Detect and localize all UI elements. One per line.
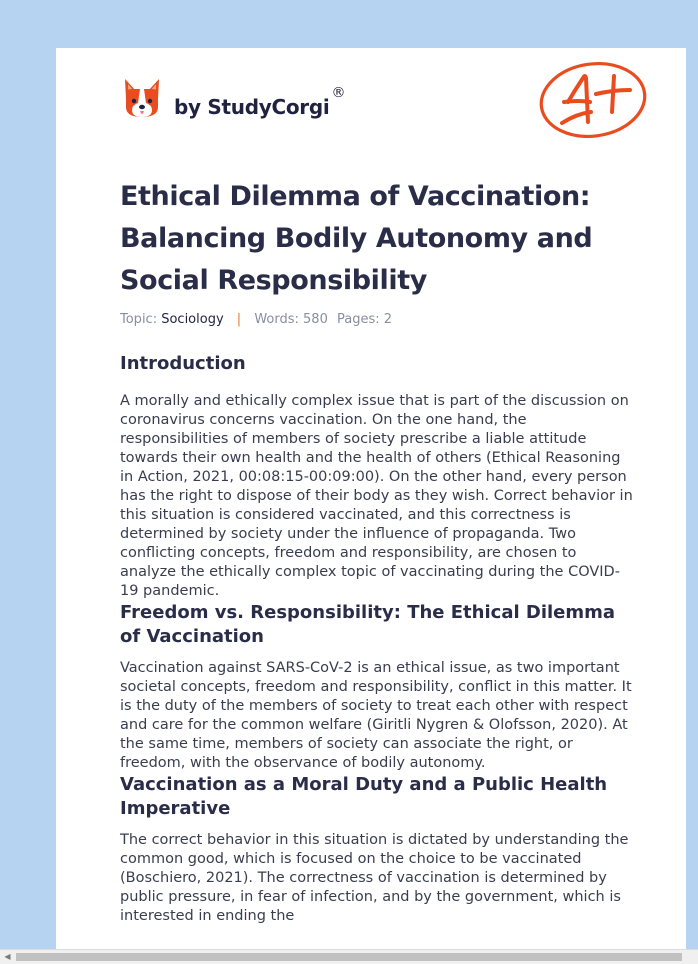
- section-paragraph-introduction: A morally and ethically complex issue that is part of the discussion on coronavirus concerns vaccination. On the one hand, the responsibilities of members of society prescribe a liable attitude towards their own health and the health of others (Ethical Reasoning in Action, 2021, 00:08:15-00:09:00). On the other hand, every person has the right to dispose of their body as they wish. Correct behavior in this situation is considered vaccinated, and this correctness is determined by society under the influence of propaganda. Two conflicting concepts, freedom and responsibility, are chosen to analyze the ethically complex topic of vaccinating during the COVID-19 pandemic.: [120, 393, 633, 599]
- page-count: Pages: 2: [336, 312, 393, 327]
- section-heading-introduction: Introduction: [120, 353, 246, 374]
- registered-mark: ®: [331, 85, 346, 101]
- meta-separator: |: [236, 312, 242, 327]
- section-heading-freedom-responsibility: Freedom vs. Responsibility: The Ethical Dilemma of Vaccination: [120, 602, 616, 647]
- document-title: Ethical Dilemma of Vaccination: Balancing Bodily Autonomy and Social Responsibility: [120, 181, 593, 296]
- scroll-left-arrow-icon[interactable]: ◀: [4, 952, 11, 961]
- section-paragraph-freedom-responsibility: Vaccination against SARS-CoV-2 is an ethical issue, as two important societal concepts, freedom and responsibility, conflict in this matter. It is the duty of the members of society to treat each other with respect and care for the common welfare (Giritli Nygren & Olofsson, 2020). At the same time, members of society can associate the right, or freedom, with the observance of bodily autonomy.: [120, 660, 632, 771]
- scrollbar-thumb[interactable]: [16, 953, 682, 961]
- topic-label: Topic:: [120, 312, 158, 327]
- horizontal-scrollbar[interactable]: [0, 949, 698, 964]
- section-heading-moral-duty: Vaccination as a Moral Duty and a Public Health Imperative: [120, 774, 608, 819]
- document-page: [56, 48, 686, 964]
- word-count: Words: 580: [254, 312, 328, 327]
- corgi-icon: [122, 77, 162, 121]
- topic-link[interactable]: Sociology: [161, 312, 224, 327]
- document-body: [120, 352, 634, 926]
- section-paragraph-moral-duty: The correct behavior in this situation is dictated by understanding the common good, which is focused on the choice to be vaccinated (Boschiero, 2021). The correctness of vaccination is determined by public pressure, in fear of infection, and by the government, which is interested in ending the: [120, 832, 629, 924]
- document-meta: [120, 312, 392, 327]
- grade-badge-icon: [538, 60, 648, 138]
- brand-name: by StudyCorgi®: [174, 85, 346, 119]
- studycorgi-logo[interactable]: [122, 76, 345, 122]
